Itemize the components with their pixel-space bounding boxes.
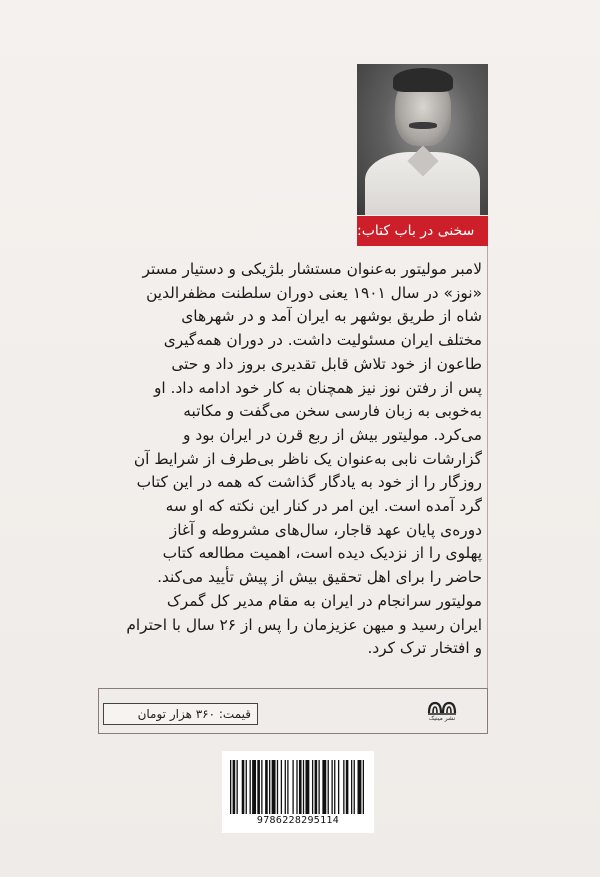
description-line: گرد آمده است. این امر در کنار این نکته که او سه [165,497,482,516]
portrait-hair [393,68,453,92]
barcode-bar [272,760,276,814]
barcode-bar [292,760,293,814]
description-line: طاعون از خود تلاش قابل تقدیری بروز داد و حتی [171,354,482,373]
price-label [103,703,258,725]
barcode-bar [338,760,339,814]
description-line: لامبر مولیتور به‌عنوان مستشار بلژیکی و دستیار مستر [142,260,482,278]
barcode-bar [303,760,304,814]
barcode-bar [363,760,364,814]
barcode-bar [287,760,288,814]
book-description [106,258,482,661]
barcode-bar [265,760,268,814]
barcode-bar [296,760,297,814]
publisher-logo-icon [427,699,457,715]
section-heading-text: سخنی در باب کتاب: [357,223,475,239]
barcode-label [222,751,374,833]
barcode-bar [285,760,286,814]
barcode-bar [354,760,355,814]
description-line: حاضر را برای اهل تحقیق بیش از پیش تأیید می‌کند. [157,568,482,587]
barcode-bar [261,760,262,814]
barcode-bar [230,760,231,814]
barcode-bar [305,760,309,814]
barcode-bar [281,760,282,814]
description-line: دوره‌ی پایان عهد قاجار، سال‌های مشروطه و آغاز [169,520,482,539]
description-line: به‌خوبی به زبان فارسی سخن می‌گفت و مکاتبه [183,402,482,421]
barcode-bar [312,760,313,814]
barcode-bar [328,760,329,814]
footer-frame-right [487,688,488,734]
barcode [230,760,364,814]
barcode-bar [318,760,319,814]
publisher-logo-text: نشر مینیک [428,715,456,722]
barcode-bar [242,760,245,814]
portrait-moustache [409,122,437,129]
price-text: قیمت: ۳۶۰ هزار تومان [137,707,251,721]
barcode-bar [331,760,332,814]
barcode-bar [246,760,247,814]
barcode-bar [250,760,251,814]
barcode-bar [269,760,270,814]
description-line: و افتخار ترک کرد. [367,639,482,658]
barcode-bar [252,760,256,814]
description-line: می‌کرد. مولیتور بیش از ربع قرن در ایران بود و [183,425,482,444]
description-line: گزارشات نابی به‌عنوان یک ناظر بی‌طرف از شرایط آن [133,449,482,468]
description-line: مولیتور سرانجام در ایران به مقام مدیر کل گمرک [166,591,482,610]
barcode-bar [343,760,344,814]
barcode-bar [315,760,318,814]
frame-right-line [487,246,488,690]
barcode-bar [322,760,326,814]
description-line: «نوز» در سال ۱۹۰۱ یعنی دوران سلطنت مظفرالدین [146,283,482,302]
description-line: روزگار را از خود به یادگار گذاشت که همه در این کتاب [136,473,482,492]
footer-frame-top [98,688,488,689]
barcode-bar [277,760,278,814]
barcode-bar [351,760,352,814]
barcode-bar [257,760,260,814]
footer-frame-left [98,688,99,734]
isbn-number: 9786228295114 [256,815,340,826]
author-portrait-photo [357,64,488,215]
description-line: پهلوی را از نزدیک دیده است، اهمیت مطالعه کتاب [162,544,482,563]
description-line: ایران رسید و میهن عزیزمان را پس از ۲۶ سال با احترام [126,615,482,634]
description-line: شاه از طریق بوشهر به ایران آمد و در شهرهای [181,307,482,326]
barcode-bar [357,760,361,814]
description-line: پس از رفتن نوز نیز همچنان به کار خود ادامه داد. او [153,378,482,397]
section-heading [357,216,488,246]
description-line: مختلف ایران مسئولیت داشت. در دوران همه‌گیری [163,331,482,350]
footer-frame-bottom [98,733,488,734]
publisher-logo [426,699,458,727]
barcode-bar [334,760,335,814]
barcode-bar [346,760,349,814]
barcode-bar [299,760,302,814]
barcode-bar [237,760,238,814]
barcode-bar [233,760,236,814]
